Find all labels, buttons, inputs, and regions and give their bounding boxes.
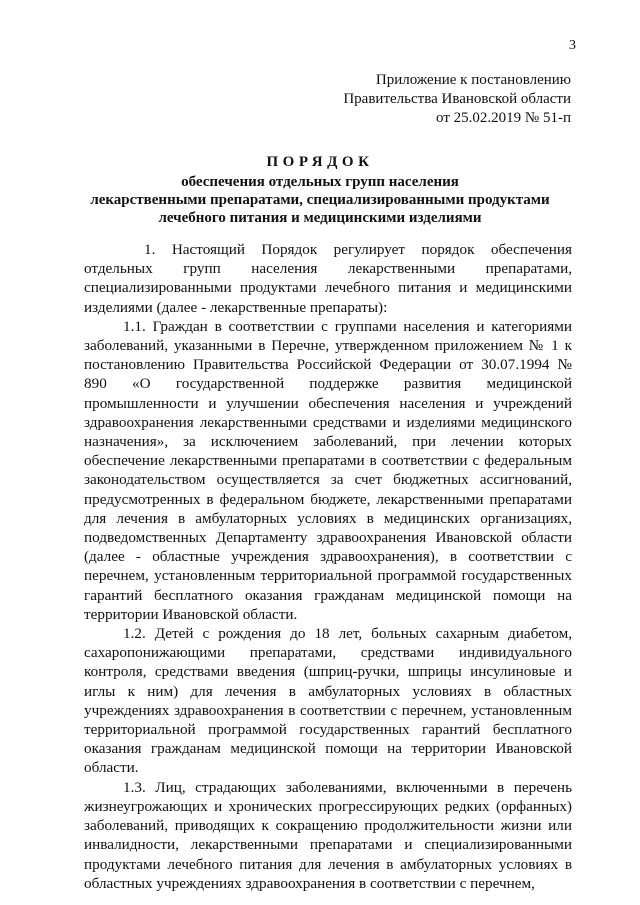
page-number: 3 — [569, 38, 576, 53]
title-line-3: лечебного питания и медицинскими изделиями — [158, 210, 482, 226]
title-heading: ПОРЯДОК — [266, 154, 374, 170]
title-line-1: обеспечения отдельных групп населения — [181, 174, 459, 190]
document-body — [84, 240, 572, 893]
paragraph-1-1: 1.1. Граждан в соответствии с группами населения и категориями заболеваний, указанными в Перечне, утвержденном приложением № 1 к постановлению Правительства Российской Федерации от 30.07.1994 № 890 «О государственной поддержке развития медицинской промышленности и улучшении обеспечения населения и учреждений здравоохранения лекарственными средствами и изделиями медицинского назначения», за исключением заболеваний, при лечении которых обеспечение лекарственными препаратами в соответствии с федеральным законодательством осуществляется за счет бюджетных ассигнований, предусмотренных в федеральном бюджете, лекарственными препаратами для лечения в амбулаторных условиях в медицинских организациях, подведомственных Департаменту здравоохранения Ивановской области (далее - областные учреждения здравоохранения), в соответствии с перечнем, установленным территориальной программой государственных гарантий бесплатного оказания гражданам медицинской помощи на территории Ивановской области. — [84, 317, 572, 623]
appendix-line-1: Приложение к постановлению — [375, 72, 571, 88]
appendix-header — [343, 71, 571, 128]
appendix-line-2: Правительства Ивановской области — [343, 91, 571, 107]
paragraph-1: 1. Настоящий Порядок регулирует порядок обеспечения отдельных групп населения лекарственными препаратами, специализированными продуктами лечебного питания и медицинскими изделиями (далее - лекарственные препараты): — [84, 241, 572, 316]
paragraph-1-3: 1.3. Лиц, страдающих заболеваниями, включенными в перечень жизнеугрожающих и хронических прогрессирующих редких (орфанных) заболеваний, приводящих к сокращению продолжительности жизни или инвалидности, лекарственными препаратами и специализированными продуктами лечебного питания для лечения в амбулаторных условиях в областных учреждениях здравоохранения в соответствии с перечнем, — [84, 778, 572, 892]
appendix-line-3: от 25.02.2019 № 51-п — [436, 110, 571, 126]
title-line-2: лекарственными препаратами, специализированными продуктами — [90, 192, 550, 208]
document-title — [64, 153, 576, 227]
paragraph-1-2: 1.2. Детей с рождения до 18 лет, больных сахарным диабетом, сахаропонижающими препаратами, средствами индивидуального контроля, средствами введения (шприц-ручки, шприцы инсулиновые и иглы к ним) для лечения в амбулаторных условиях в областных учреждениях здравоохранения в соответствии с перечнем, установленным территориальной программой государственных гарантий бесплатного оказания гражданам медицинской помощи на территории Ивановской области. — [84, 625, 572, 777]
